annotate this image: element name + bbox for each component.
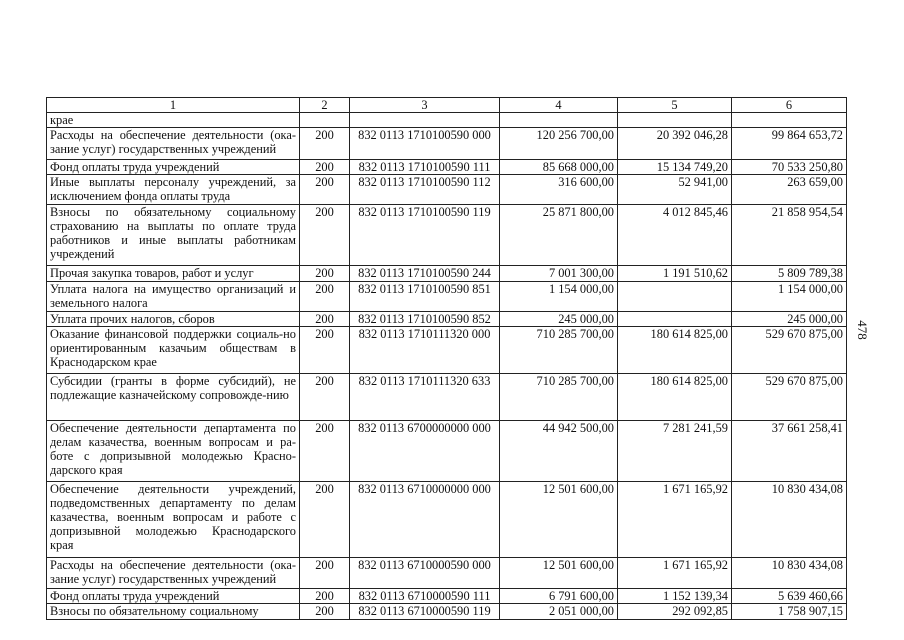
- cell-c5: 20 392 046,28: [618, 128, 732, 160]
- table-row: [47, 327, 847, 374]
- cell-desc: Фонд оплаты труда учреждений: [47, 160, 300, 175]
- cell-c4: 710 285 700,00: [500, 327, 618, 374]
- cell-desc: Расходы на обеспечение деятельности (ока-зание услуг) государственных учреждений: [47, 128, 300, 160]
- table-row: [47, 589, 847, 604]
- table-row: [47, 282, 847, 312]
- cell-c2: 200: [300, 128, 350, 160]
- cell-code: 832 0113 1710100590 000: [350, 128, 500, 160]
- cell-desc: Обеспечение деятельности учреждений, подведомственных департаменту по делам казачества, военным вопросам и работе с допризывной молодежью Краснодарского края: [47, 482, 300, 558]
- header-cell: 6: [732, 98, 847, 113]
- cell-c2: 200: [300, 558, 350, 589]
- cell-c5: [618, 113, 732, 128]
- cell-desc: крае: [47, 113, 300, 128]
- cell-c6: 5 809 789,38: [732, 266, 847, 282]
- cell-desc: Взносы по обязательному социальному: [47, 604, 300, 620]
- cell-c4: 12 501 600,00: [500, 482, 618, 558]
- cell-c5: 1 152 139,34: [618, 589, 732, 604]
- table-row: [47, 558, 847, 589]
- budget-table-sheet: [46, 97, 846, 620]
- cell-c2: 200: [300, 175, 350, 205]
- cell-c2: 200: [300, 421, 350, 482]
- table-row: [47, 128, 847, 160]
- page-number: 478: [854, 320, 870, 340]
- cell-c6: 1 758 907,15: [732, 604, 847, 620]
- cell-c5: 1 671 165,92: [618, 482, 732, 558]
- cell-desc: Иные выплаты персоналу учреждений, за исключением фонда оплаты труда: [47, 175, 300, 205]
- cell-desc: Субсидии (гранты в форме субсидий), не подлежащие казначейскому сопровожде-нию: [47, 374, 300, 421]
- cell-c6: 10 830 434,08: [732, 558, 847, 589]
- table-row: [47, 113, 847, 128]
- cell-c4: 85 668 000,00: [500, 160, 618, 175]
- cell-c4: 1 154 000,00: [500, 282, 618, 312]
- cell-code: 832 0113 6710000000 000: [350, 482, 500, 558]
- cell-c6: 5 639 460,66: [732, 589, 847, 604]
- cell-c5: 1 671 165,92: [618, 558, 732, 589]
- cell-desc: Прочая закупка товаров, работ и услуг: [47, 266, 300, 282]
- cell-desc: Обеспечение деятельности департамента по делам казачества, военным вопросам и ра-боте с допризывной молодежью Красно-дарского края: [47, 421, 300, 482]
- cell-c5: 1 191 510,62: [618, 266, 732, 282]
- table-row: [47, 312, 847, 327]
- header-cell: 4: [500, 98, 618, 113]
- cell-c4: [500, 113, 618, 128]
- cell-c2: 200: [300, 160, 350, 175]
- header-cell: 2: [300, 98, 350, 113]
- table-row: [47, 421, 847, 482]
- cell-c2: [300, 113, 350, 128]
- table-row: [47, 266, 847, 282]
- cell-code: [350, 113, 500, 128]
- cell-c6: 529 670 875,00: [732, 374, 847, 421]
- table-row: [47, 175, 847, 205]
- cell-c4: 12 501 600,00: [500, 558, 618, 589]
- cell-c2: 200: [300, 482, 350, 558]
- table-row: [47, 205, 847, 266]
- cell-c4: 245 000,00: [500, 312, 618, 327]
- cell-c5: [618, 312, 732, 327]
- cell-c5: 7 281 241,59: [618, 421, 732, 482]
- cell-code: 832 0113 6710000590 111: [350, 589, 500, 604]
- cell-desc: Взносы по обязательному социальному страхованию на выплаты по оплате труда работников и иные выплаты работникам учреждений: [47, 205, 300, 266]
- cell-c4: 6 791 600,00: [500, 589, 618, 604]
- table-row: [47, 374, 847, 421]
- cell-c2: 200: [300, 374, 350, 421]
- cell-c2: 200: [300, 312, 350, 327]
- cell-c5: 52 941,00: [618, 175, 732, 205]
- header-cell: 1: [47, 98, 300, 113]
- cell-code: 832 0113 1710100590 112: [350, 175, 500, 205]
- header-row: [47, 98, 847, 113]
- cell-code: 832 0113 6710000590 000: [350, 558, 500, 589]
- cell-c6: 70 533 250,80: [732, 160, 847, 175]
- cell-c5: [618, 282, 732, 312]
- cell-c4: 25 871 800,00: [500, 205, 618, 266]
- cell-code: 832 0113 6710000590 119: [350, 604, 500, 620]
- cell-c6: 37 661 258,41: [732, 421, 847, 482]
- cell-c6: 529 670 875,00: [732, 327, 847, 374]
- cell-c4: 316 600,00: [500, 175, 618, 205]
- cell-code: 832 0113 1710100590 119: [350, 205, 500, 266]
- cell-c2: 200: [300, 205, 350, 266]
- cell-c5: 292 092,85: [618, 604, 732, 620]
- cell-desc: Уплата налога на имущество организаций и земельного налога: [47, 282, 300, 312]
- header-cell: 5: [618, 98, 732, 113]
- cell-c6: 21 858 954,54: [732, 205, 847, 266]
- cell-c4: 44 942 500,00: [500, 421, 618, 482]
- cell-c4: 7 001 300,00: [500, 266, 618, 282]
- cell-code: 832 0113 1710111320 000: [350, 327, 500, 374]
- cell-c4: 2 051 000,00: [500, 604, 618, 620]
- budget-table: [46, 97, 847, 620]
- cell-code: 832 0113 1710100590 111: [350, 160, 500, 175]
- cell-desc: Оказание финансовой поддержки социаль-но ориентированным казачьим обществам в Краснодарском крае: [47, 327, 300, 374]
- cell-c5: 4 012 845,46: [618, 205, 732, 266]
- cell-c5: 180 614 825,00: [618, 327, 732, 374]
- cell-c6: 263 659,00: [732, 175, 847, 205]
- cell-code: 832 0113 1710100590 851: [350, 282, 500, 312]
- cell-c6: [732, 113, 847, 128]
- cell-c6: 245 000,00: [732, 312, 847, 327]
- cell-c2: 200: [300, 327, 350, 374]
- cell-c5: 15 134 749,20: [618, 160, 732, 175]
- cell-c2: 200: [300, 282, 350, 312]
- cell-c4: 710 285 700,00: [500, 374, 618, 421]
- header-cell: 3: [350, 98, 500, 113]
- cell-c6: 1 154 000,00: [732, 282, 847, 312]
- cell-code: 832 0113 1710100590 244: [350, 266, 500, 282]
- cell-desc: Фонд оплаты труда учреждений: [47, 589, 300, 604]
- table-row: [47, 160, 847, 175]
- cell-code: 832 0113 6700000000 000: [350, 421, 500, 482]
- table-row: [47, 482, 847, 558]
- table-row: [47, 604, 847, 620]
- cell-c5: 180 614 825,00: [618, 374, 732, 421]
- cell-c6: 10 830 434,08: [732, 482, 847, 558]
- cell-c2: 200: [300, 266, 350, 282]
- cell-c4: 120 256 700,00: [500, 128, 618, 160]
- cell-code: 832 0113 1710111320 633: [350, 374, 500, 421]
- cell-code: 832 0113 1710100590 852: [350, 312, 500, 327]
- cell-desc: Расходы на обеспечение деятельности (ока-зание услуг) государственных учреждений: [47, 558, 300, 589]
- cell-c2: 200: [300, 589, 350, 604]
- cell-c2: 200: [300, 604, 350, 620]
- cell-desc: Уплата прочих налогов, сборов: [47, 312, 300, 327]
- cell-c6: 99 864 653,72: [732, 128, 847, 160]
